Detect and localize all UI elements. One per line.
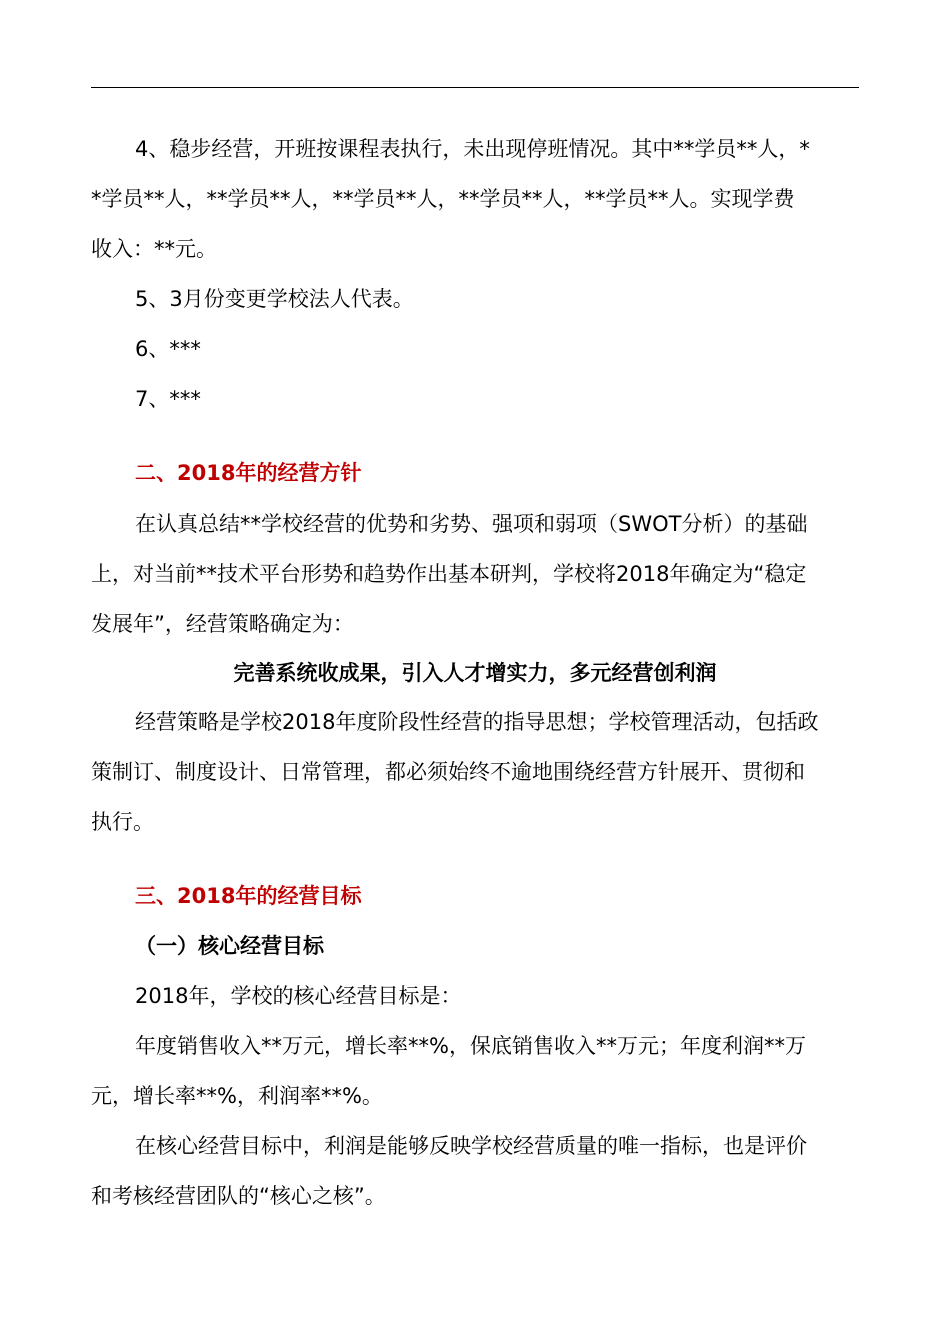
section-2-para-2-line-2: 策制订、制度设计、日常管理，都必须始终不逾地围绕经营方针展开、贯彻和 <box>91 760 805 784</box>
section-2-para-1-line-2: 上，对当前**技术平台形势和趋势作出基本研判，学校将2018年确定为“稳定 <box>91 562 807 586</box>
section-2-para-2-line-3: 执行。 <box>91 810 154 834</box>
section-2-para-2-line-1: 经营策略是学校2018年度阶段性经营的指导思想；学校管理活动，包括政 <box>135 710 819 734</box>
section-3-para-1: 2018年，学校的核心经营目标是： <box>135 984 462 1008</box>
item-6: 6、*** <box>135 337 201 361</box>
item-7: 7、*** <box>135 387 201 411</box>
section-2-para-1-line-1: 在认真总结**学校经营的优势和劣势、强项和弱项（SWOT分析）的基础 <box>135 512 808 536</box>
strategy-slogan: 完善系统收成果，引入人才增实力，多元经营创利润 <box>233 661 717 685</box>
header-rule <box>91 87 859 88</box>
section-2-heading: 二、2018年的经营方针 <box>135 461 362 485</box>
item-5: 5、3月份变更学校法人代表。 <box>135 287 414 311</box>
section-3-para-3-line-1: 在核心经营目标中，利润是能够反映学校经营质量的唯一指标，也是评价 <box>135 1134 807 1158</box>
section-2-para-1-line-3: 发展年”，经营策略确定为： <box>91 612 354 636</box>
item-4-line-2: *学员**人，**学员**人，**学员**人，**学员**人，**学员**人。实现学费 <box>91 187 795 211</box>
item-4-line-3: 收入：**元。 <box>91 237 217 261</box>
item-4-line-1: 4、稳步经营，开班按课程表执行，未出现停班情况。其中**学员**人，* <box>135 137 810 161</box>
section-3-heading: 三、2018年的经营目标 <box>135 884 362 908</box>
subsection-1-heading: （一）核心经营目标 <box>135 934 324 958</box>
section-3-para-2-line-1: 年度销售收入**万元，增长率**%，保底销售收入**万元；年度利润**万 <box>135 1034 806 1058</box>
section-3-para-3-line-2: 和考核经营团队的“核心之核”。 <box>91 1184 386 1208</box>
section-3-para-2-line-2: 元，增长率**%，利润率**%。 <box>91 1084 383 1108</box>
